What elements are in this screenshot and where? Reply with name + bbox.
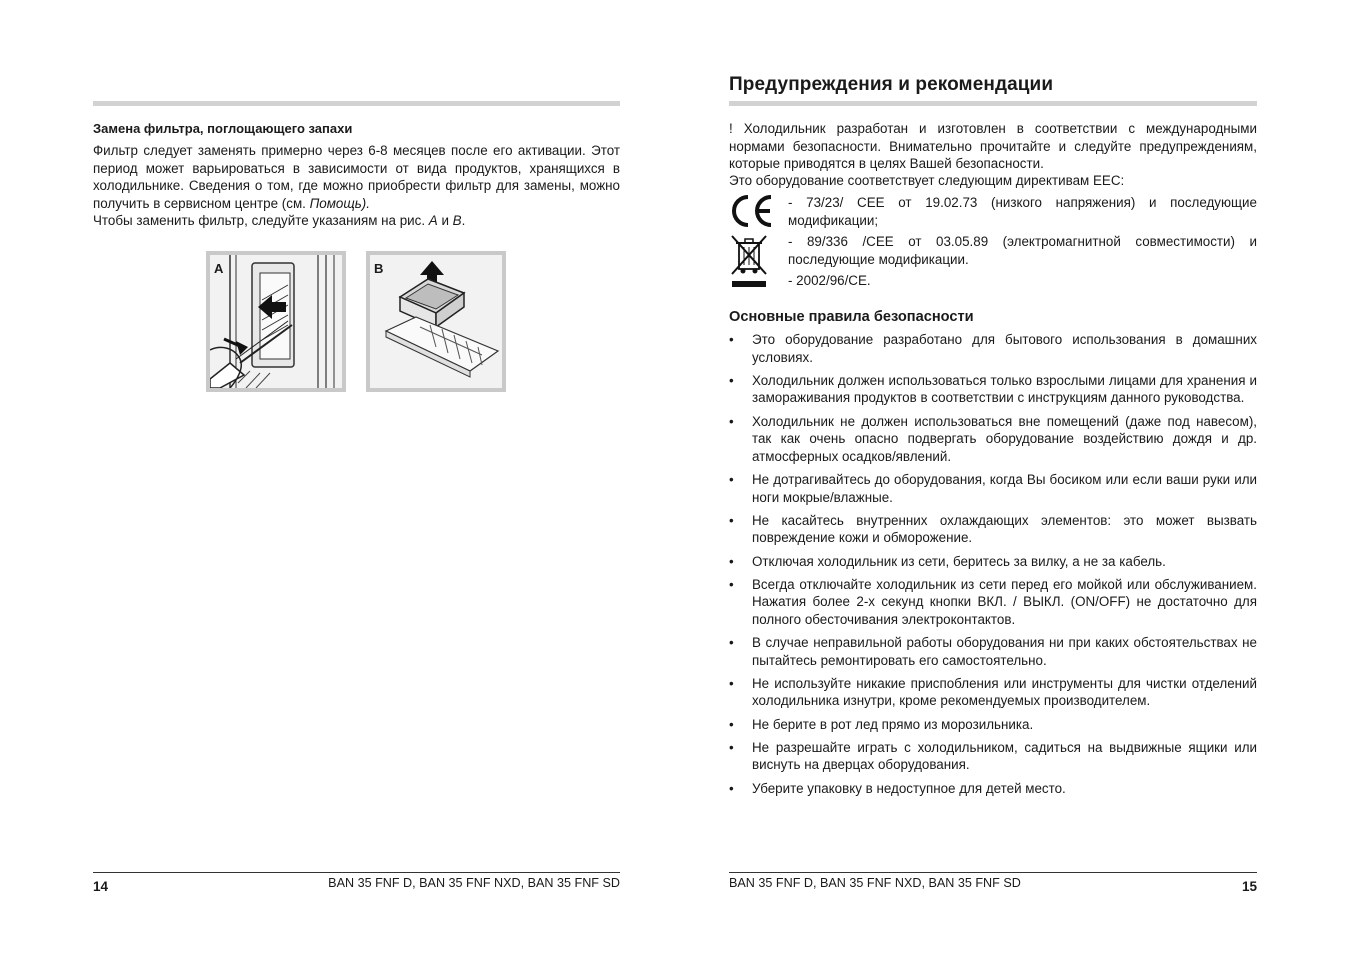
directive-emc: - 89/336 /CEE от 03.05.89 (электромагнитной совместимости) и последующие модификации. <box>788 234 1257 267</box>
footer-rule <box>729 872 1257 873</box>
filter-removal-illustration <box>210 255 342 388</box>
list-item: • Не касайтесь внутренних охлаждающих элементов: это может вызвать повреждение кожи и обморожение. <box>729 512 1257 546</box>
page-number: 14 <box>93 879 109 894</box>
directive-low-voltage: - 73/23/ CEE от 19.02.73 (низкого напряжения) и последующие модификации; <box>788 195 1257 228</box>
list-item: • Холодильник должен использоваться только взрослыми лицами для хранения и замораживания продуктов в соответствии с инструкциям данного руководства. <box>729 372 1257 406</box>
list-item: • Не дотрагивайтесь до оборудования, когда Вы босиком или если ваши руки или ноги мокрые/влажные. <box>729 471 1257 505</box>
filter-paragraph: Фильтр следует заменять примерно через 6-8 месяцев после его активации. Этот период может варьироваться в зависимости от вида продуктов, хранящихся в холодильнике. Сведения о том, где можно приобрести фильтр для замены, можно получить в сервисном центре (см. Помощь). <box>93 143 620 211</box>
figure-b-label: B <box>374 261 384 276</box>
filter-instruction: Чтобы заменить фильтр, следуйте указаниям на рис. A и B. <box>93 213 466 228</box>
list-item: • Это оборудование разработано для бытового использования в домашних условиях. <box>729 332 1257 365</box>
figure-b-illustration <box>370 255 502 388</box>
model-name: BAN 35 FNF D, BAN 35 FNF NXD, BAN 35 FNF SD <box>328 876 620 890</box>
safety-rules-list <box>729 331 1257 803</box>
page-number: 15 <box>1241 879 1257 894</box>
model-name: BAN 35 FNF D, BAN 35 FNF NXD, BAN 35 FNF SD <box>729 876 1021 890</box>
figure-b <box>366 251 506 392</box>
section-title: Замена фильтра, поглощающего запахи <box>93 121 353 136</box>
filter-lift-illustration <box>370 255 502 388</box>
safety-rules-title: Основные правила безопасности <box>729 309 974 325</box>
directives-lead: Это оборудование соответствует следующим директивам ЕЕС: <box>729 173 1125 188</box>
footer-rule <box>93 872 620 873</box>
list-item: • Не используйте никакие приспобления или инструменты для чистки отделений холодильника изнутри, кроме рекомендуемых производителем. <box>729 675 1257 709</box>
figure-a <box>206 251 346 392</box>
page-title: Предупреждения и рекомендации <box>729 74 1054 95</box>
ce-mark-icon <box>729 194 775 228</box>
list-item: • Не берите в рот лед прямо из морозильника. <box>729 716 1034 732</box>
list-item: • Всегда отключайте холодильник из сети перед его мойкой или обслуживанием. Нажатия более 2-х секунд кнопки ВКЛ. / ВЫКЛ. (ON/OFF) не достаточно для полного обесточивания электроконтактов. <box>729 576 1257 627</box>
weee-bin-icon <box>729 233 769 289</box>
directive-weee: - 2002/96/CE. <box>788 273 871 288</box>
left-page <box>93 0 620 954</box>
header-rule <box>729 101 1257 106</box>
list-item: • Не разрешайте играть с холодильником, садиться на выдвижные ящики или виснуть на дверцах оборудования. <box>729 739 1257 773</box>
header-rule <box>93 101 620 106</box>
figure-a-label: A <box>214 261 224 276</box>
list-item: • Отключая холодильник из сети, беритесь за вилку, а не за кабель. <box>729 553 1166 569</box>
list-item: • Уберите упаковку в недоступное для детей место. <box>729 780 1066 796</box>
right-page <box>729 0 1257 954</box>
intro-paragraph: ! Холодильник разработан и изготовлен в соответствии с международными нормами безопасности. Внимательно прочитайте и следуйте предупреждениям, которые приводятся в целях Вашей безопасности. <box>729 121 1257 172</box>
list-item: • Холодильник не должен использоваться вне помещений (даже под навесом), так как очень опасно подвергать оборудование воздействию дождя и др. атмосферных осадков/явлений. <box>729 413 1257 464</box>
figure-a-illustration <box>210 255 342 388</box>
list-item: • В случае неправильной работы оборудования ни при каких обстоятельствах не пытайтесь ремонтировать его самостоятельно. <box>729 635 1257 668</box>
